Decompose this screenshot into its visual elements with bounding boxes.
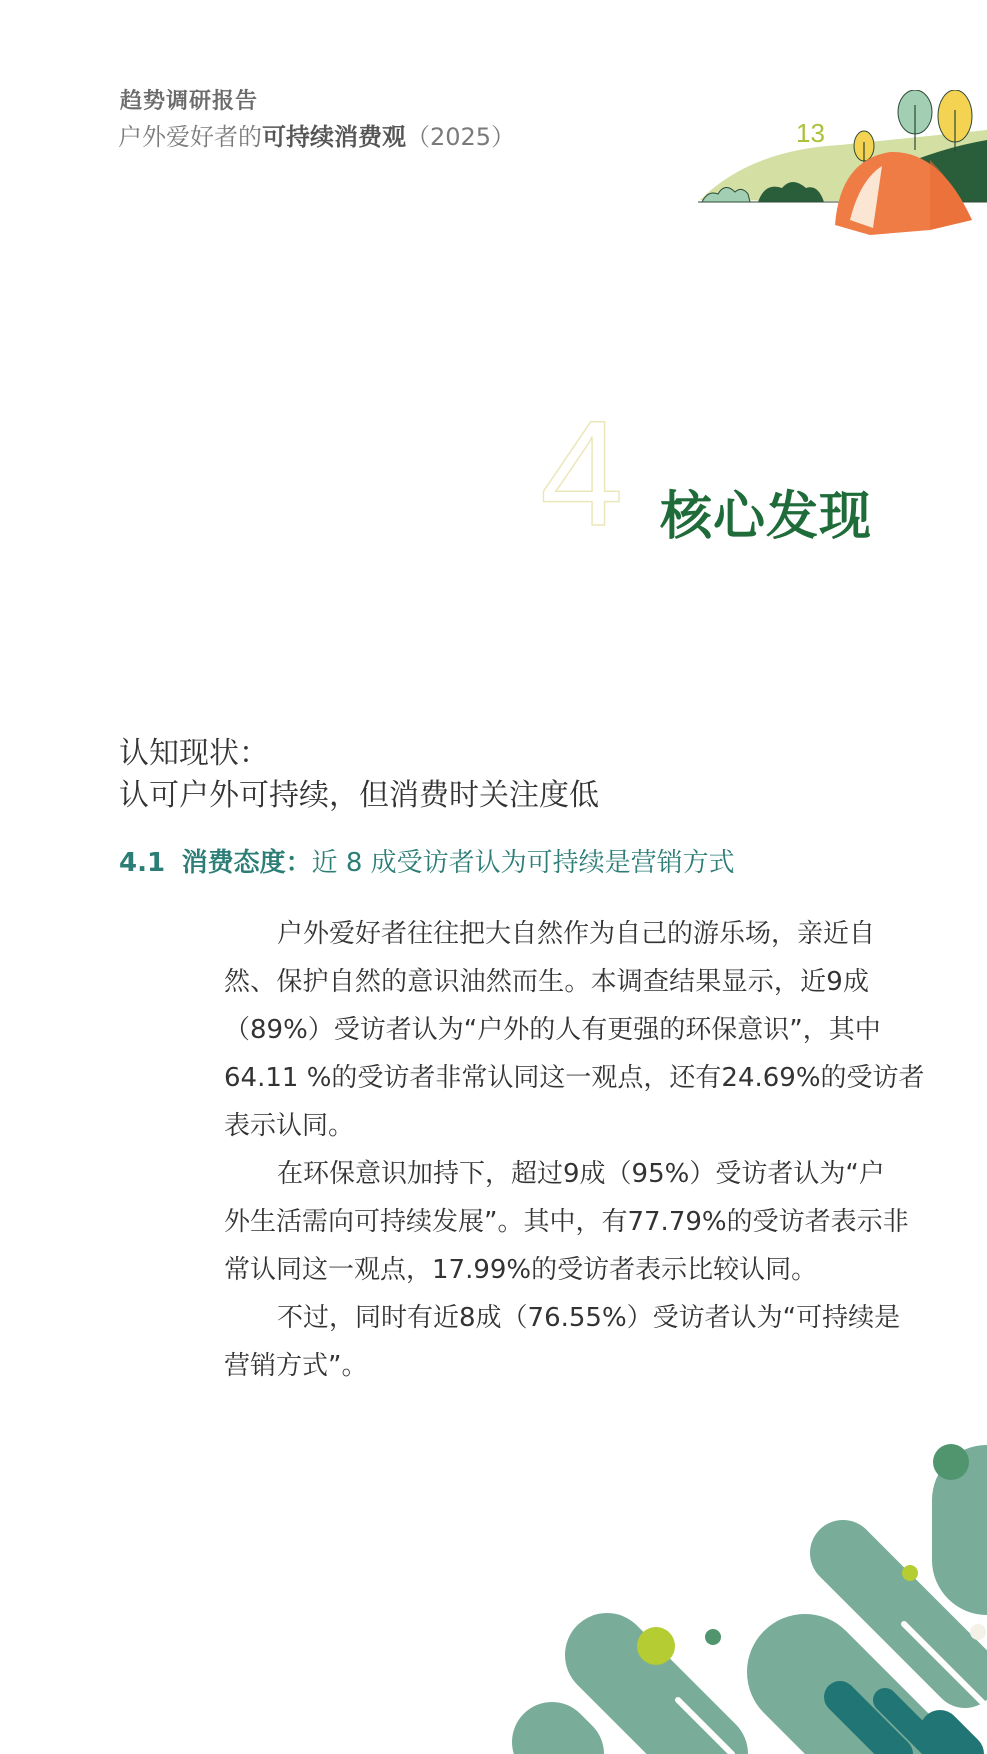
paragraph-line: （89%）受访者认为“户外的人有更强的环保意识”，其中 [224,1015,881,1045]
status-heading: 认知现状： [119,736,269,771]
subsection-number: 4.1 [119,848,166,878]
paragraph-line: 在环保意识加持下，超过9成（95%）受访者认为“户 [277,1159,885,1189]
section-number: 4 [540,389,624,557]
subtitle-year: （2025） [406,123,516,151]
section-title: 核心发现 [660,487,873,547]
paragraph-line: 营销方式”。 [224,1351,368,1381]
paragraph-line: 户外爱好者往往把大自然作为自己的游乐场，亲近自 [277,919,876,949]
subsection-text: 近 8 成受访者认为可持续是营销方式 [311,848,735,878]
report-title: 趋势调研报告 [120,89,259,114]
paragraph-line: 常认同这一观点，17.99%的受访者表示比较认同。 [224,1255,818,1285]
paragraph-line: 外生活需向可持续发展”。其中，有77.79%的受访者表示非 [224,1207,909,1237]
page-number: 13 [796,118,825,148]
status-summary: 认可户外可持续，但消费时关注度低 [119,778,599,813]
subtitle-prefix: 户外爱好者的 [118,123,262,151]
paragraph-line: 64.11 %的受访者非常认同这一观点，还有24.69%的受访者 [224,1063,925,1093]
paragraph-line: 然、保护自然的意识油然而生。本调查结果显示，近9成 [224,967,869,997]
subtitle-bold: 可持续消费观 [262,123,406,151]
paragraph-line: 表示认同。 [224,1111,355,1141]
subsection-label: 消费态度： [181,848,312,878]
paragraph-line: 不过，同时有近8成（76.55%）受访者认为“可持续是 [277,1303,901,1333]
